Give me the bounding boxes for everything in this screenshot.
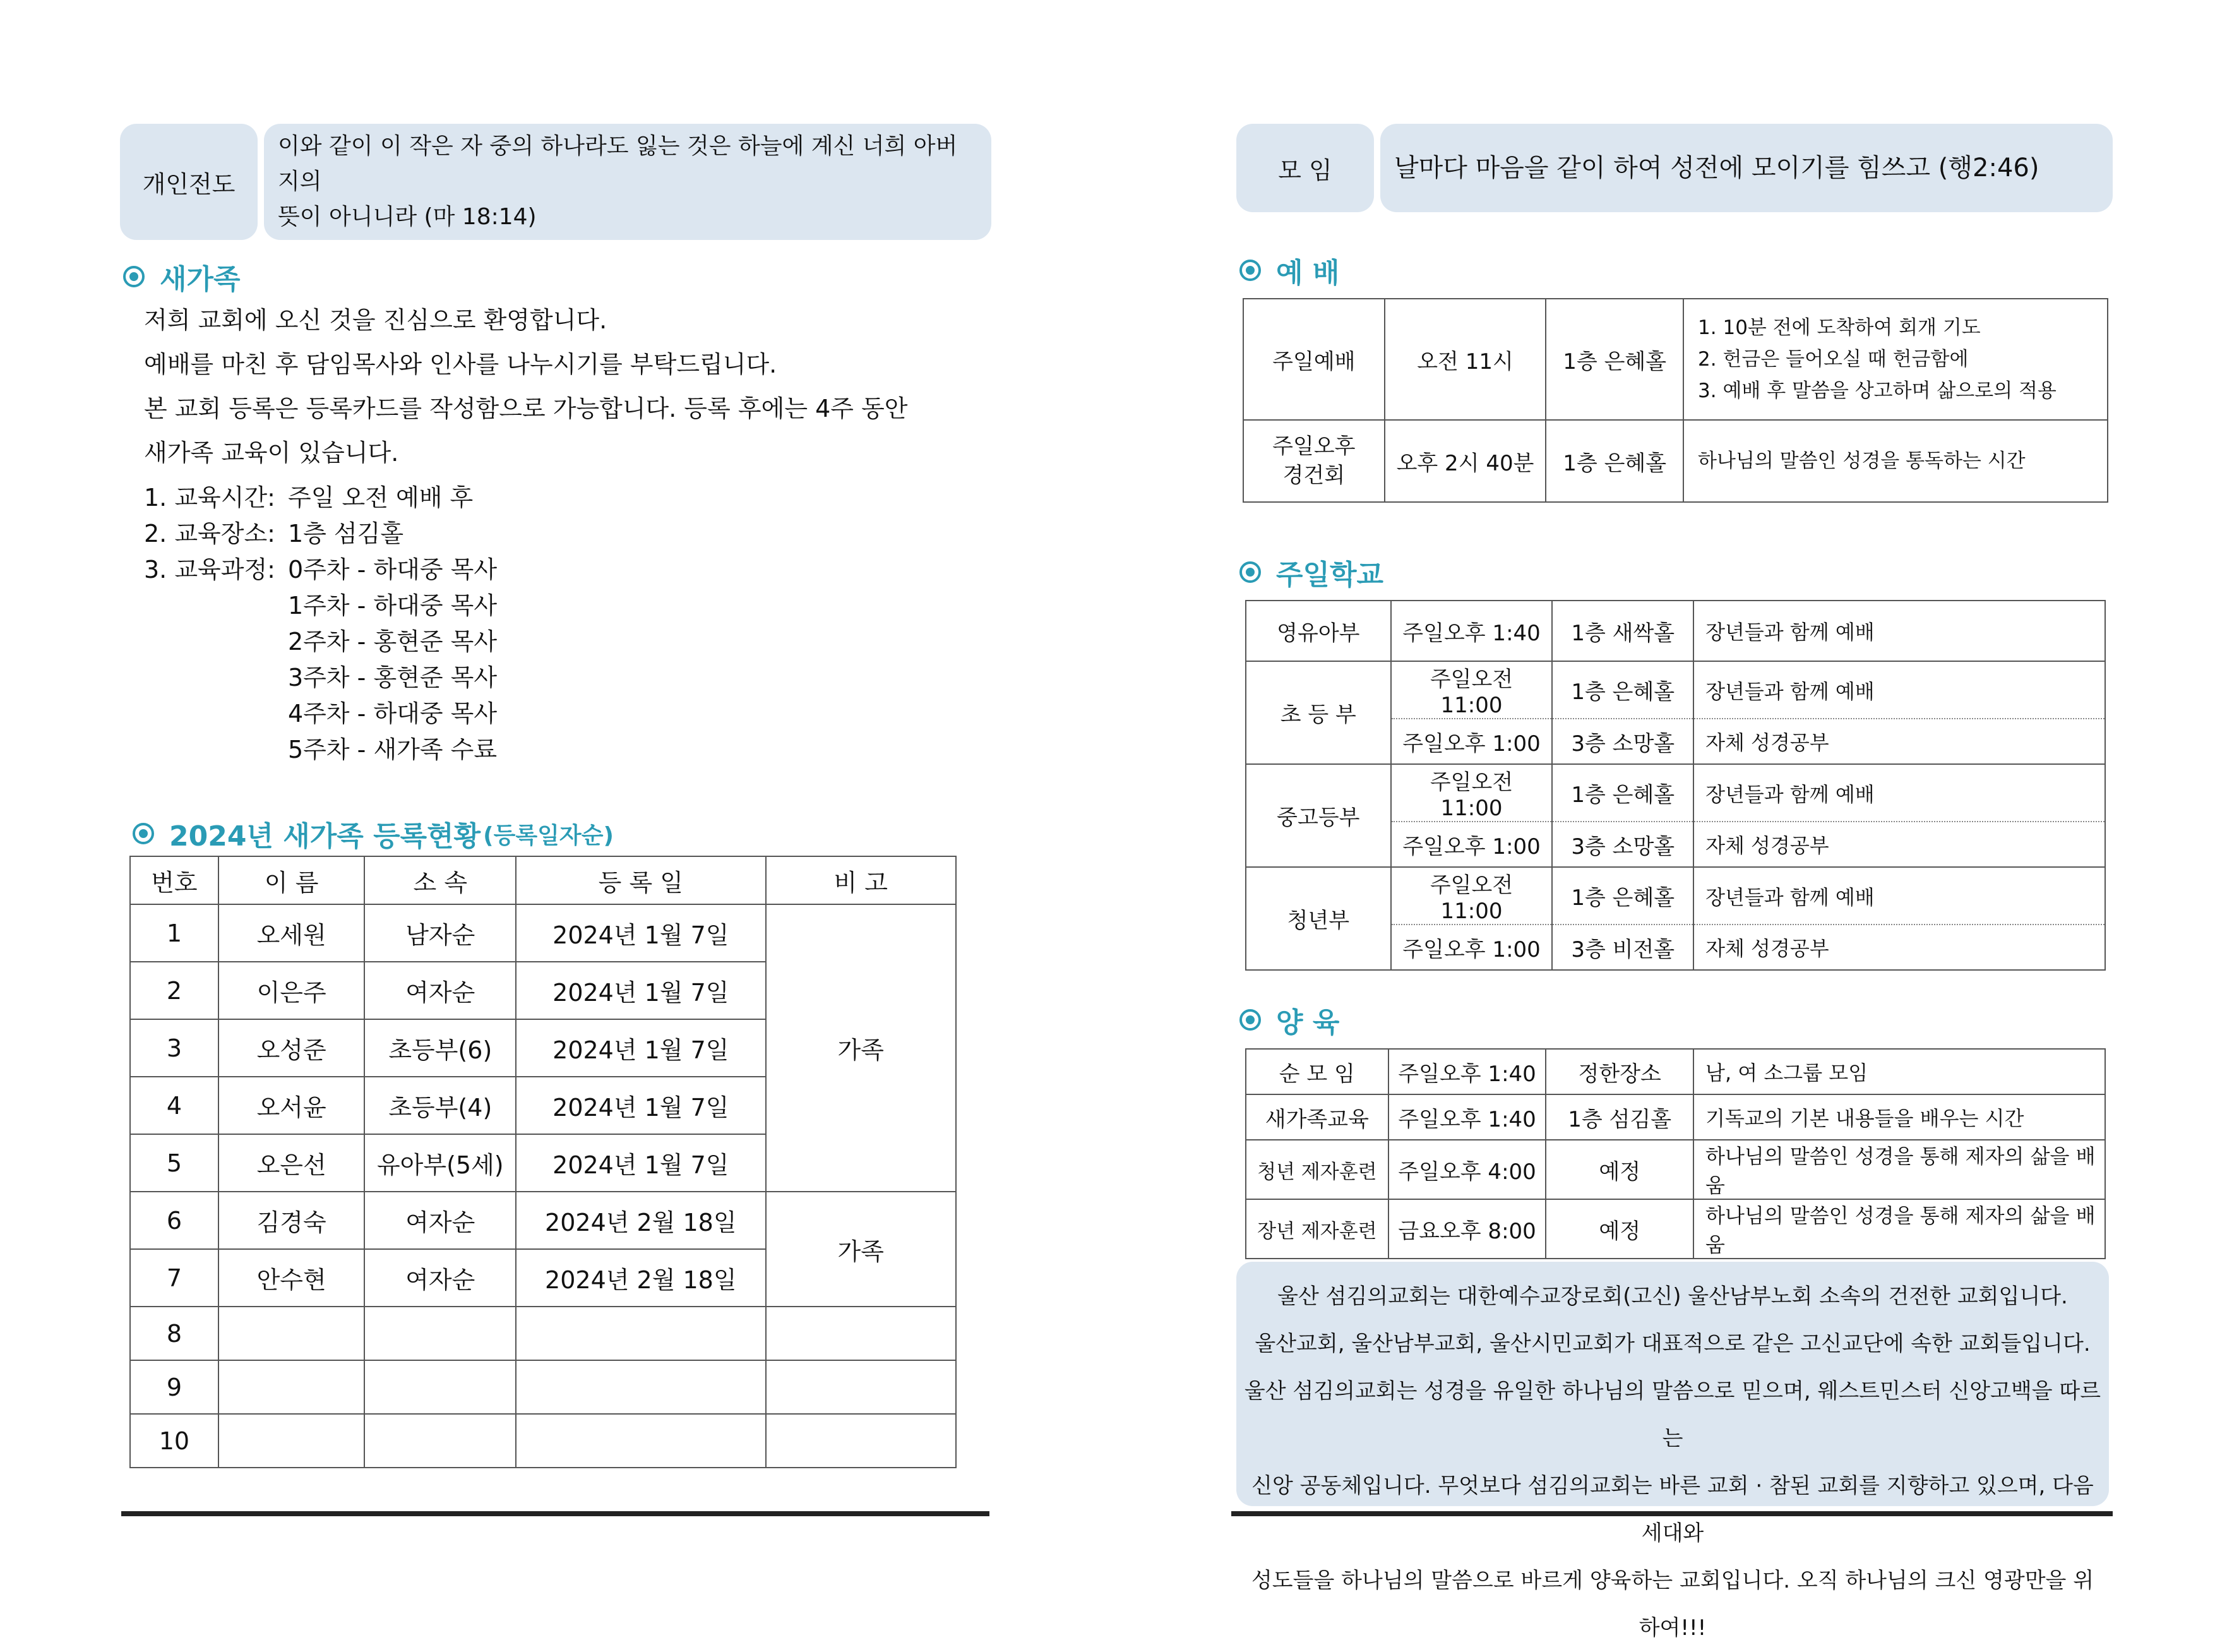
row-note: 가족 [766, 904, 956, 1192]
group-place: 1층 은혜홀 [1552, 661, 1693, 719]
course-item: 4주차 - 하대중 목사 [288, 700, 498, 727]
group-time: 주일오후 1:40 [1391, 601, 1553, 661]
nurture-desc: 남, 여 소그룹 모임 [1693, 1049, 2105, 1094]
newcomer-paragraph: 본 교회 등록은 등록카드를 작성함으로 가능합니다. 등록 후에는 4주 동안 [144, 395, 908, 422]
row-note [766, 1360, 956, 1414]
table-row [1243, 420, 2108, 502]
worship-name-line: 경건회 [1282, 463, 1346, 488]
table-row [1246, 867, 2105, 925]
group-name: 영유아부 [1246, 601, 1391, 661]
worship-heading [1239, 251, 1339, 289]
row-name: 안수현 [218, 1249, 365, 1307]
sunday-school-title: 주일학교 [1276, 559, 1384, 591]
newcomer-title: 새가족 [160, 263, 241, 296]
table-header-row [130, 856, 956, 904]
table-row [130, 1414, 956, 1468]
nurture-place: 예정 [1546, 1199, 1693, 1259]
worship-note: 3. 예배 후 말씀을 상고하며 삶으로의 적용 [1698, 380, 2057, 402]
course-list [288, 552, 497, 768]
worship-note: 1. 10분 전에 도착하여 회개 기도 [1698, 316, 1981, 339]
course-item: 3주차 - 홍현준 목사 [288, 664, 498, 691]
row-dept [364, 1414, 516, 1468]
group-place: 1층 은혜홀 [1552, 764, 1693, 822]
row-no: 1 [130, 904, 218, 962]
education-time-value: 주일 오전 예배 후 [288, 484, 474, 512]
worship-name-line: 주일오후 [1272, 434, 1356, 459]
meeting-verse: 날마다 마음을 같이 하여 성전에 모이기를 힘쓰고 (행2:46) [1394, 153, 2039, 183]
row-name [218, 1307, 365, 1360]
group-place: 1층 은혜홀 [1552, 867, 1693, 925]
worship-place: 1층 은혜홀 [1546, 299, 1683, 420]
group-time: 주일오후 1:00 [1391, 719, 1553, 764]
education-course [144, 552, 712, 768]
row-no: 6 [130, 1192, 218, 1249]
table-row [1246, 1199, 2105, 1259]
header-dept: 소 속 [364, 856, 516, 904]
course-item: 1주차 - 하대중 목사 [288, 592, 498, 620]
group-time: 주일오후 1:00 [1391, 822, 1553, 867]
education-time-label: 1. 교육시간: [144, 484, 275, 512]
worship-time: 오후 2시 40분 [1385, 420, 1546, 502]
table-row [130, 1360, 956, 1414]
row-name: 오세원 [218, 904, 365, 962]
group-desc: 자체 성경공부 [1693, 822, 2105, 867]
group-time: 주일오전 11:00 [1391, 764, 1553, 822]
row-name: 오성준 [218, 1019, 365, 1077]
row-name: 김경숙 [218, 1192, 365, 1249]
row-note [766, 1414, 956, 1468]
row-date [516, 1307, 765, 1360]
section-bullet-icon [123, 266, 145, 287]
nurture-time: 금요오후 8:00 [1388, 1199, 1546, 1259]
about-line: 신앙 공동체입니다. 무엇보다 섬김의교회는 바른 교회 · 참된 교회를 지향하고 있으며, 다음세대와 [1251, 1473, 2094, 1546]
about-line: 성도들을 하나님의 말씀으로 바르게 양육하는 교회입니다. 오직 하나님의 크신 영광만을 위하여!!! [1251, 1568, 2094, 1641]
evangelism-verse-line1: 이와 같이 이 작은 자 중의 하나라도 잃는 것은 하늘에 계신 너희 아버지의 [278, 133, 958, 195]
header-name: 이 름 [218, 856, 365, 904]
row-name: 이은주 [218, 962, 365, 1019]
registration-heading [133, 815, 614, 853]
nurture-time: 주일오후 1:40 [1388, 1049, 1546, 1094]
table-row [130, 1192, 956, 1249]
education-info [144, 480, 712, 768]
nurture-title: 양 육 [1276, 1007, 1340, 1039]
meeting-label-box [1236, 124, 1374, 212]
nurture-desc: 하나님의 말씀인 성경을 통해 제자의 삶을 배움 [1693, 1199, 2105, 1259]
group-name: 초 등 부 [1246, 661, 1391, 764]
worship-note: 2. 헌금은 들어오실 때 헌금함에 [1698, 348, 1969, 371]
table-row [1246, 1140, 2105, 1199]
nurture-table [1245, 1048, 2106, 1259]
nurture-name: 청년 제자훈련 [1246, 1140, 1388, 1199]
nurture-time: 주일오후 4:00 [1388, 1140, 1546, 1199]
education-place-value: 1층 섬김홀 [288, 520, 404, 548]
group-time: 주일오전 11:00 [1391, 661, 1553, 719]
nurture-time: 주일오후 1:40 [1388, 1094, 1546, 1140]
group-desc: 장년들과 함께 예배 [1693, 601, 2105, 661]
group-place: 3층 비전홀 [1552, 925, 1693, 970]
worship-place: 1층 은혜홀 [1546, 420, 1683, 502]
row-name: 오서윤 [218, 1077, 365, 1134]
row-name [218, 1360, 365, 1414]
row-note: 가족 [766, 1192, 956, 1307]
meeting-verse-box [1380, 124, 2113, 212]
row-dept: 여자순 [364, 962, 516, 1019]
row-no: 4 [130, 1077, 218, 1134]
row-date: 2024년 1월 7일 [516, 1134, 765, 1192]
table-row [130, 1307, 956, 1360]
worship-notes [1683, 299, 2108, 420]
newcomer-intro [144, 298, 984, 475]
row-no: 2 [130, 962, 218, 1019]
row-no: 7 [130, 1249, 218, 1307]
course-item: 5주차 - 새가족 수료 [288, 736, 498, 763]
table-row [1243, 299, 2108, 420]
section-bullet-icon [1239, 260, 1261, 281]
row-dept: 초등부(4) [364, 1077, 516, 1134]
section-bullet-icon [1239, 1009, 1261, 1031]
group-place: 1층 새싹홀 [1552, 601, 1693, 661]
group-name: 중고등부 [1246, 764, 1391, 867]
row-date: 2024년 1월 7일 [516, 904, 765, 962]
nurture-desc: 하나님의 말씀인 성경을 통해 제자의 삶을 배움 [1693, 1140, 2105, 1199]
meeting-label: 모 임 [1278, 156, 1332, 184]
nurture-name: 새가족교육 [1246, 1094, 1388, 1140]
course-item: 0주차 - 하대중 목사 [288, 556, 498, 584]
group-place: 3층 소망홀 [1552, 719, 1693, 764]
course-item: 2주차 - 홍현준 목사 [288, 628, 498, 655]
about-line: 울산 섬김의교회는 대한예수교장로회(고신) 울산남부노회 소속의 건전한 교회입니다. [1277, 1284, 2068, 1309]
education-place [144, 516, 712, 552]
table-row [1246, 601, 2105, 661]
group-desc: 장년들과 함께 예배 [1693, 867, 2105, 925]
about-line: 울산 섬김의교회는 성경을 유일한 하나님의 말씀으로 믿으며, 웨스트민스터 신앙고백을 따르는 [1244, 1379, 2101, 1451]
row-dept: 유아부(5세) [364, 1134, 516, 1192]
worship-name [1243, 420, 1385, 502]
sunday-school-heading [1239, 553, 1383, 591]
table-row [130, 904, 956, 962]
table-row [1246, 661, 2105, 719]
evangelism-label: 개인전도 [142, 170, 236, 198]
education-time [144, 480, 712, 516]
group-desc: 자체 성경공부 [1693, 719, 2105, 764]
group-desc: 장년들과 함께 예배 [1693, 661, 2105, 719]
header-date: 등 록 일 [516, 856, 765, 904]
row-dept [364, 1307, 516, 1360]
worship-name: 주일예배 [1243, 299, 1385, 420]
nurture-desc: 기독교의 기본 내용들을 배우는 시간 [1693, 1094, 2105, 1140]
row-name: 오은선 [218, 1134, 365, 1192]
registration-subtitle: (등록일자순) [483, 822, 614, 849]
row-dept: 초등부(6) [364, 1019, 516, 1077]
row-date: 2024년 1월 7일 [516, 1077, 765, 1134]
row-date: 2024년 2월 18일 [516, 1249, 765, 1307]
nurture-name: 장년 제자훈련 [1246, 1199, 1388, 1259]
nurture-heading [1239, 1001, 1339, 1039]
section-bullet-icon [1239, 561, 1261, 583]
row-dept: 여자순 [364, 1192, 516, 1249]
row-dept: 여자순 [364, 1249, 516, 1307]
worship-table [1243, 298, 2108, 503]
evangelism-verse-line2: 뜻이 아니니라 (마 18:14) [278, 204, 537, 230]
education-course-label: 3. 교육과정: [144, 556, 275, 584]
newcomer-paragraph: 저희 교회에 오신 것을 진심으로 환영합니다. [144, 306, 607, 334]
table-row [1246, 1094, 2105, 1140]
left-bottom-rule [121, 1511, 989, 1516]
row-date: 2024년 1월 7일 [516, 1019, 765, 1077]
newcomer-paragraph: 예배를 마친 후 담임목사와 인사를 나누시기를 부탁드립니다. [144, 350, 777, 378]
table-row [1246, 764, 2105, 822]
row-date: 2024년 1월 7일 [516, 962, 765, 1019]
group-desc: 자체 성경공부 [1693, 925, 2105, 970]
row-date: 2024년 2월 18일 [516, 1192, 765, 1249]
table-row [1246, 1049, 2105, 1094]
newcomer-heading [123, 258, 241, 296]
worship-time: 오전 11시 [1385, 299, 1546, 420]
about-line: 울산교회, 울산남부교회, 울산시민교회가 대표적으로 같은 고신교단에 속한 교회들입니다. [1255, 1331, 2091, 1356]
group-place: 3층 소망홀 [1552, 822, 1693, 867]
row-dept: 남자순 [364, 904, 516, 962]
sunday-school-table [1245, 600, 2106, 971]
row-date [516, 1360, 765, 1414]
nurture-place: 예정 [1546, 1140, 1693, 1199]
worship-note: 하나님의 말씀인 성경을 통독하는 시간 [1683, 420, 2108, 502]
section-bullet-icon [133, 823, 154, 844]
registration-title: 2024년 새가족 등록현황 [169, 820, 481, 853]
row-no: 3 [130, 1019, 218, 1077]
row-no: 9 [130, 1360, 218, 1414]
worship-title: 예 배 [1276, 257, 1340, 289]
evangelism-verse-box [264, 124, 991, 240]
group-desc: 장년들과 함께 예배 [1693, 764, 2105, 822]
nurture-name: 순 모 임 [1246, 1049, 1388, 1094]
registration-table [129, 856, 957, 1468]
header-note: 비 고 [766, 856, 956, 904]
row-note [766, 1307, 956, 1360]
row-no: 8 [130, 1307, 218, 1360]
row-dept [364, 1360, 516, 1414]
nurture-place: 1층 섬김홀 [1546, 1094, 1693, 1140]
education-place-label: 2. 교육장소: [144, 520, 275, 548]
group-time: 주일오전 11:00 [1391, 867, 1553, 925]
row-name [218, 1414, 365, 1468]
group-time: 주일오후 1:00 [1391, 925, 1553, 970]
nurture-place: 정한장소 [1546, 1049, 1693, 1094]
right-bottom-rule [1231, 1511, 2113, 1516]
row-no: 10 [130, 1414, 218, 1468]
row-no: 5 [130, 1134, 218, 1192]
group-name: 청년부 [1246, 867, 1391, 970]
newcomer-paragraph: 새가족 교육이 있습니다. [144, 439, 399, 467]
church-about-box [1236, 1262, 2109, 1641]
evangelism-label-box [120, 124, 258, 240]
row-date [516, 1414, 765, 1468]
header-no: 번호 [130, 856, 218, 904]
